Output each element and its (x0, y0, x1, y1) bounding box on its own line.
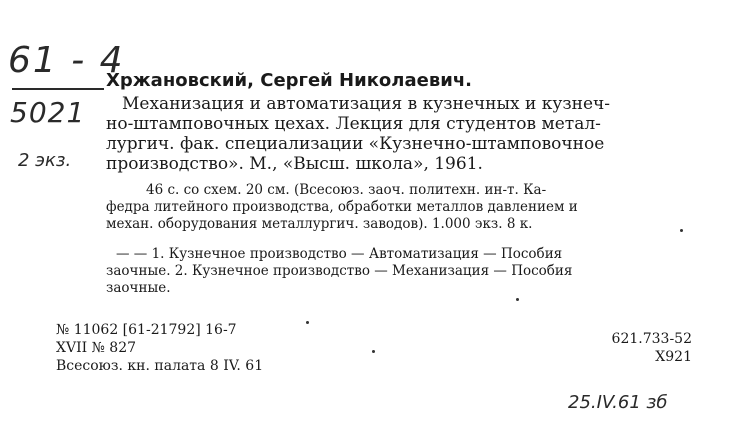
print-speck (680, 229, 683, 232)
title-line: производство». М., «Высш. школа», 1961. (106, 154, 483, 174)
registration-line: XVII № 827 (56, 340, 137, 356)
title-line: но-штамповочных цехах. Лекция для студентов метал- (106, 114, 601, 134)
handwritten-call-number-bottom: 5021 (10, 96, 86, 129)
handwritten-divider (12, 88, 104, 90)
subject-text: 1. Кузнечное производство — Автоматизация — Пособия (151, 246, 563, 262)
title-line: лургич. фак. специализации «Кузнечно-штамповочное (106, 134, 605, 154)
classification-block (612, 330, 692, 366)
handwritten-call-number-top: 61 - 4 (8, 40, 125, 81)
registration-line: № 11062 [61-21792] 16-7 (56, 322, 237, 338)
title-block (106, 94, 696, 174)
print-speck (516, 298, 519, 301)
details-line: механ. оборудования металлургич. заводов). 1.000 экз. 8 к. (106, 216, 533, 232)
details-block (106, 182, 696, 233)
handwritten-copies-note: 2 экз. (18, 150, 72, 171)
handwritten-date-note: 25.IV.61 ɜб (568, 392, 668, 413)
print-speck (306, 321, 309, 324)
subject-line: — — 1. Кузнечное производство — Автоматизация — Пособия (116, 246, 563, 262)
subject-line: заочные. 2. Кузнечное производство — Механизация — Пособия (106, 263, 573, 279)
author-heading: Хржановский, Сергей Николаевич. (106, 70, 473, 91)
subjects-block (106, 246, 696, 297)
print-speck (372, 350, 375, 353)
details-line: федра литейного производства, обработки металлов давлением и (106, 199, 578, 215)
subject-line: заочные. (106, 280, 171, 296)
details-line: 46 с. со схем. 20 см. (Всесоюз. заоч. политехн. ин-т. Ка- (146, 182, 547, 198)
registration-line: Всесоюз. кн. палата 8 IV. 61 (56, 358, 264, 374)
registration-block (56, 321, 263, 375)
classification-code: Х921 (655, 349, 692, 365)
title-line: Механизация и автоматизация в кузнечных и кузнеч- (122, 94, 610, 114)
classification-code: 621.733-52 (611, 331, 692, 347)
